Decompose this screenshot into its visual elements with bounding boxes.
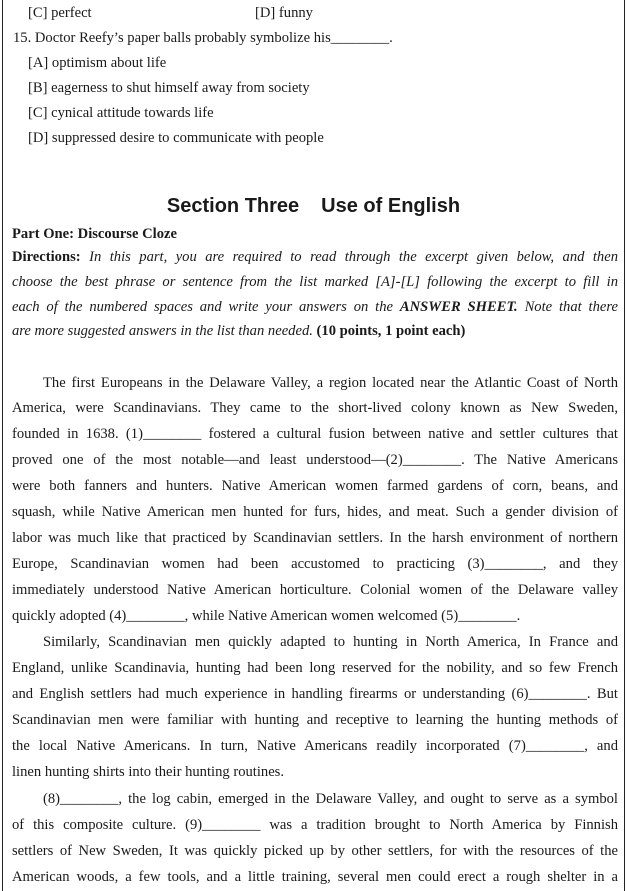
- directions-line-4: [12, 322, 465, 340]
- q15-option-b: [B] eagerness to shut himself away from society: [28, 80, 310, 96]
- directions-text-3: each of the numbered spaces and write your answers on the: [12, 299, 400, 315]
- part-heading: Part One: Discourse Cloze: [12, 226, 177, 242]
- directions-text-4: Note that there: [517, 299, 618, 315]
- passage-line: American woods, a few tools, and a little training, several men could erect a rough shelter in a: [12, 869, 618, 885]
- section-title-number: Section Three: [166, 195, 300, 217]
- directions-line-1: [12, 248, 618, 266]
- passage-line: squash, while Native American men hunted for furs, hides, and meat. Such a gender division of: [12, 504, 618, 520]
- directions-label: Directions:: [12, 249, 81, 265]
- passage-line: quickly adopted (4)________, while Native American women welcomed (5)________.: [12, 608, 521, 624]
- passage-line: the local Native Americans. In turn, Native Americans readily incorporated (7)________, and: [12, 738, 618, 754]
- answer-sheet-emphasis: ANSWER SHEET.: [399, 299, 518, 315]
- passage-line: of this composite culture. (9)________ was a tradition brought to North America by Finnish: [12, 817, 618, 833]
- directions-text-5: are more suggested answers in the list than needed.: [12, 323, 313, 339]
- q14-option-d: [D] funny: [255, 5, 313, 21]
- passage-line: were both fanners and hunters. Native American women farmed gardens of corn, beans, and: [12, 478, 618, 494]
- directions-line-2: choose the best phrase or sentence from the list marked [A]-[L] following the excerpt to fill in: [12, 274, 618, 290]
- page-border-left: [2, 0, 3, 891]
- page-border-right: [624, 0, 625, 891]
- passage-line: settlers of New Sweden, It was quickly picked up by other settlers, for with the resources of the: [12, 843, 618, 859]
- passage-line: Scandinavian men were familiar with hunting and receptive to learning the hunting methods of: [12, 712, 618, 728]
- passage-line: The first Europeans in the Delaware Valley, a region located near the Atlantic Coast of North: [43, 375, 618, 391]
- passage-line: founded in 1638. (1)________ fostered a cultural fusion between native and settler cultures that: [12, 426, 618, 442]
- passage-line: Similarly, Scandinavian men quickly adapted to hunting in North America, In France and: [43, 634, 618, 650]
- passage-line: (8)________, the log cabin, emerged in the Delaware Valley, and ought to serve as a symbol: [43, 791, 618, 807]
- directions-text-1: In this part, you are required to read through the excerpt given below, and then: [80, 249, 618, 265]
- section-title-name: Use of English: [321, 195, 461, 217]
- passage-line: and English settlers had much experience in handling firearms or understanding (6)________. But: [12, 686, 618, 702]
- q15-stem: 15. Doctor Reefy’s paper balls probably symbolize his________.: [13, 30, 393, 46]
- passage-line: Europe, Scandinavian women had been accustomed to practicing (3)________, and they: [12, 556, 618, 572]
- q14-option-c: [C] perfect: [28, 5, 92, 21]
- section-title: [0, 195, 627, 218]
- q15-option-a: [A] optimism about life: [28, 55, 167, 71]
- points-note: (10 points, 1 point each): [316, 323, 466, 339]
- passage-line: immediately understood Native American horticulture. Colonial women of the Delaware valley: [12, 582, 618, 598]
- q15-option-d: [D] suppressed desire to communicate with people: [28, 130, 324, 146]
- passage-line: labor was much like that practiced by Scandinavian settlers. In the harsh environment of northern: [12, 530, 618, 546]
- passage-line: America, were Scandinavians. They came to the short-lived colony known as New Sweden,: [12, 400, 618, 416]
- passage-line: proved one of the most notable—and least understood—(2)________. The Native Americans: [12, 452, 618, 468]
- passage-line: linen hunting shirts into their hunting routines.: [12, 764, 284, 780]
- q15-option-c: [C] cynical attitude towards life: [28, 105, 214, 121]
- directions-line-3: [12, 298, 618, 316]
- passage-line: England, unlike Scandinavia, hunting had been long reserved for the nobility, and so few French: [12, 660, 618, 676]
